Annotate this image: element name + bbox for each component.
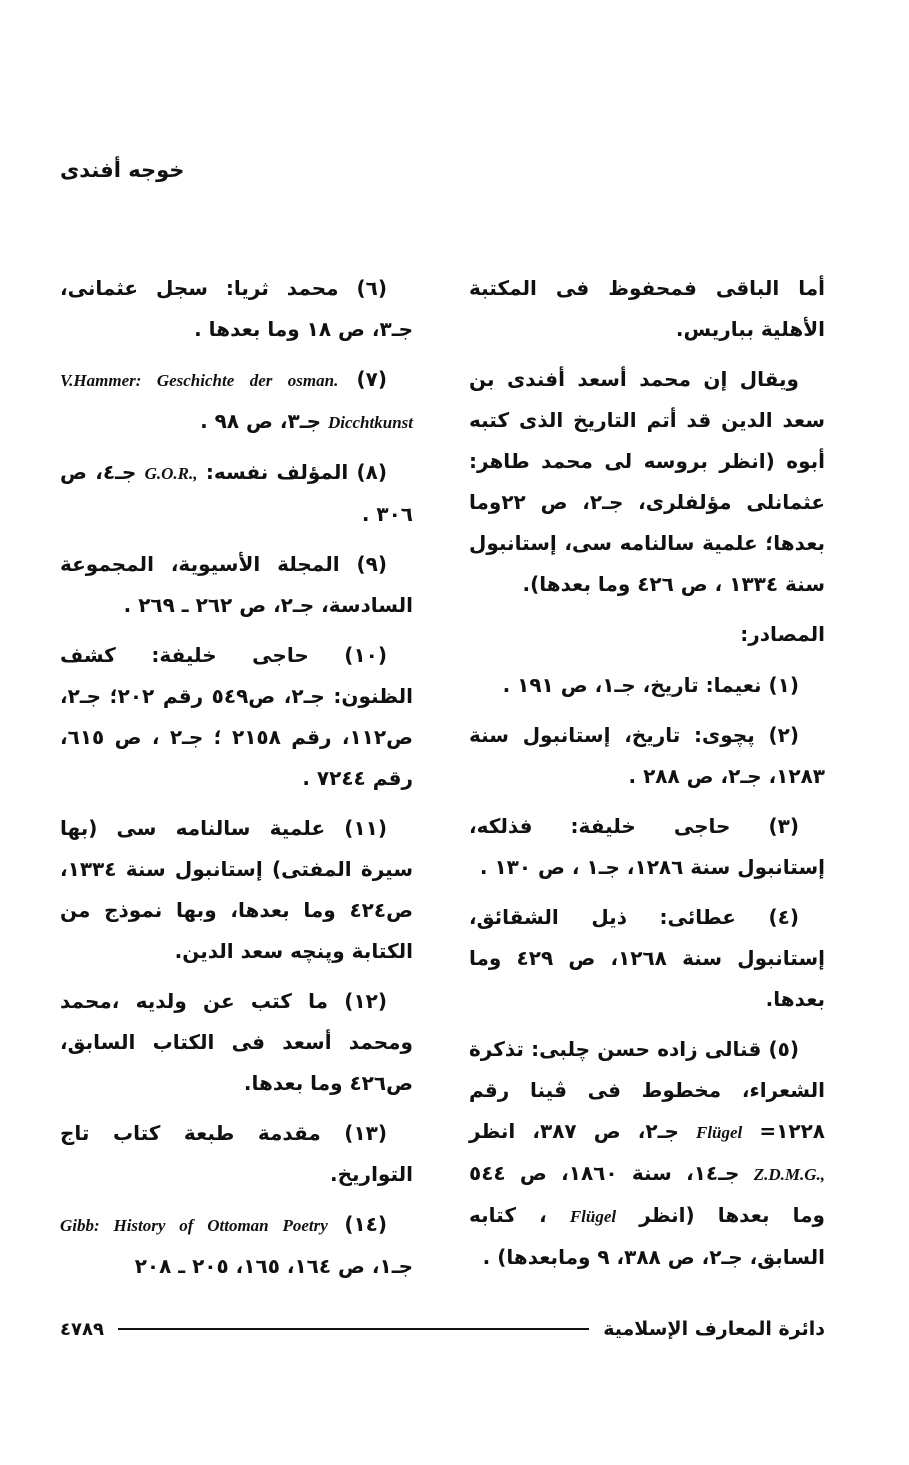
note-6: (٦) محمد ثريا: سجل عثمانى، جـ٣، ص ١٨ وما بعدها . xyxy=(60,276,413,341)
paragraph-2: ويقال إن محمد أسعد أفندى بن سعد الدين قد أتم التاريخ الذى كتبه أبوه (انظر بروسه لى محمد طاهر: عثمانلى مؤلفلرى، جـ٢، ص ٢٢وما بعدها؛ علمية سالنامه سى، إستانبول سنة ١٣٣٤ ، ص ٤٢٦ وما بعدها). xyxy=(469,367,825,596)
source-5-latin-flugel-2: Flügel xyxy=(569,1207,617,1226)
paragraph-1: أما الباقى فمحفوظ فى المكتبة الأهلية بباريس. xyxy=(469,276,825,341)
running-header xyxy=(60,158,184,182)
note-14-rest: جـ١، ص ١٦٤، ١٦٥، ٢٠٥ ـ ٢٠٨ xyxy=(134,1254,413,1278)
note-13: (١٣) مقدمة طبعة كتاب تاج التواريخ. xyxy=(60,1121,413,1186)
source-5-part-c: جـ١٤، سنة ١٨٦٠، ص ٥٤٤ وما بعدها (انظر xyxy=(469,1161,825,1227)
footer-journal-title: دائرة المعارف الإسلامية xyxy=(603,1318,825,1340)
note-9: (٩) المجلة الأسيوية، المجموعة السادسة، جـ٢، ص ٢٦٢ ـ ٢٦٩ . xyxy=(60,552,413,617)
source-5-part-d: ، كتابه السابق، جـ٢، ص ٣٨٨، ٩ ومابعدها) . xyxy=(469,1203,825,1269)
source-1: (١) نعيما: تاريخ، جـ١، ص ١٩١ . xyxy=(502,673,799,697)
note-7 xyxy=(60,359,413,443)
note-7-rest: جـ٣، ص ٩٨ . xyxy=(200,409,321,433)
source-3: (٣) حاجى خليفة: فذلكه، إستانبول سنة ١٢٨٦، جـ١ ، ص ١٣٠ . xyxy=(469,814,825,879)
note-10: (١٠) حاجى خليفة: كشف الظنون: جـ٢، ص٥٤٩ رقم ٢٠٢؛ جـ٢، ص١١٢، رقم ٢١٥٨ ؛ جـ٢ ، ص ٦١٥، رقم ٧٢٤٤ . xyxy=(60,643,414,790)
footer-rule xyxy=(118,1328,589,1330)
source-2: (٢) پچوى: تاريخ، إستانبول سنة ١٢٨٣، جـ٢، ص ٢٨٨ . xyxy=(469,723,825,788)
note-12: (١٢) ما كتب عن ولديه ،محمد ومحمد أسعد فى الكتاب السابق، ص٤٢٦ وما بعدها. xyxy=(60,989,413,1095)
source-5 xyxy=(469,1029,825,1278)
right-column xyxy=(469,268,825,1287)
note-8-part-a: (٨) المؤلف نفسه: xyxy=(205,460,388,484)
note-8-part-b: جـ٤، ص ٣٠٦ . xyxy=(60,460,413,526)
note-8 xyxy=(60,452,413,535)
sources-heading: المصادر: xyxy=(740,622,825,646)
source-5-latin-zdmg: Z.D.M.G., xyxy=(753,1165,826,1184)
source-5-part-b: جـ٢، ص ٣٨٧، انظر xyxy=(469,1119,679,1143)
footer-page-number: ٤٧٨٩ xyxy=(60,1318,104,1340)
running-title: خوجه أفندى xyxy=(60,158,185,182)
note-14-latin: Gibb: History of Ottoman Poetry xyxy=(60,1216,328,1235)
note-8-latin: G.O.R., xyxy=(144,464,198,483)
note-7-latin: V.Hammer: Geschichte der osman. Dicchtkunst xyxy=(60,371,413,432)
note-7-number: (٧) xyxy=(356,367,387,391)
note-14-number: (١٤) xyxy=(344,1212,388,1236)
left-column xyxy=(60,268,413,1296)
note-11: (١١) علمية سالنامه سى (بها سيرة المفتى) إستانبول سنة ١٣٣٤، ص٤٢٤ وما بعدها، وبها نموذج من الكتابة وپنچه سعد الدين. xyxy=(60,816,413,963)
page-footer xyxy=(60,1314,825,1344)
note-14 xyxy=(60,1204,413,1287)
source-5-latin-flugel: Flügel xyxy=(695,1123,743,1142)
source-4: (٤) عطائى: ذيل الشقائق، إستانبول سنة ١٢٦٨، ص ٤٢٩ وما بعدها. xyxy=(469,905,825,1011)
source-5-part-a: (٥) قنالى زاده حسن چلبى: تذكرة الشعراء، مخطوط فى ڤينا رقم ١٢٢٨= xyxy=(469,1037,825,1143)
